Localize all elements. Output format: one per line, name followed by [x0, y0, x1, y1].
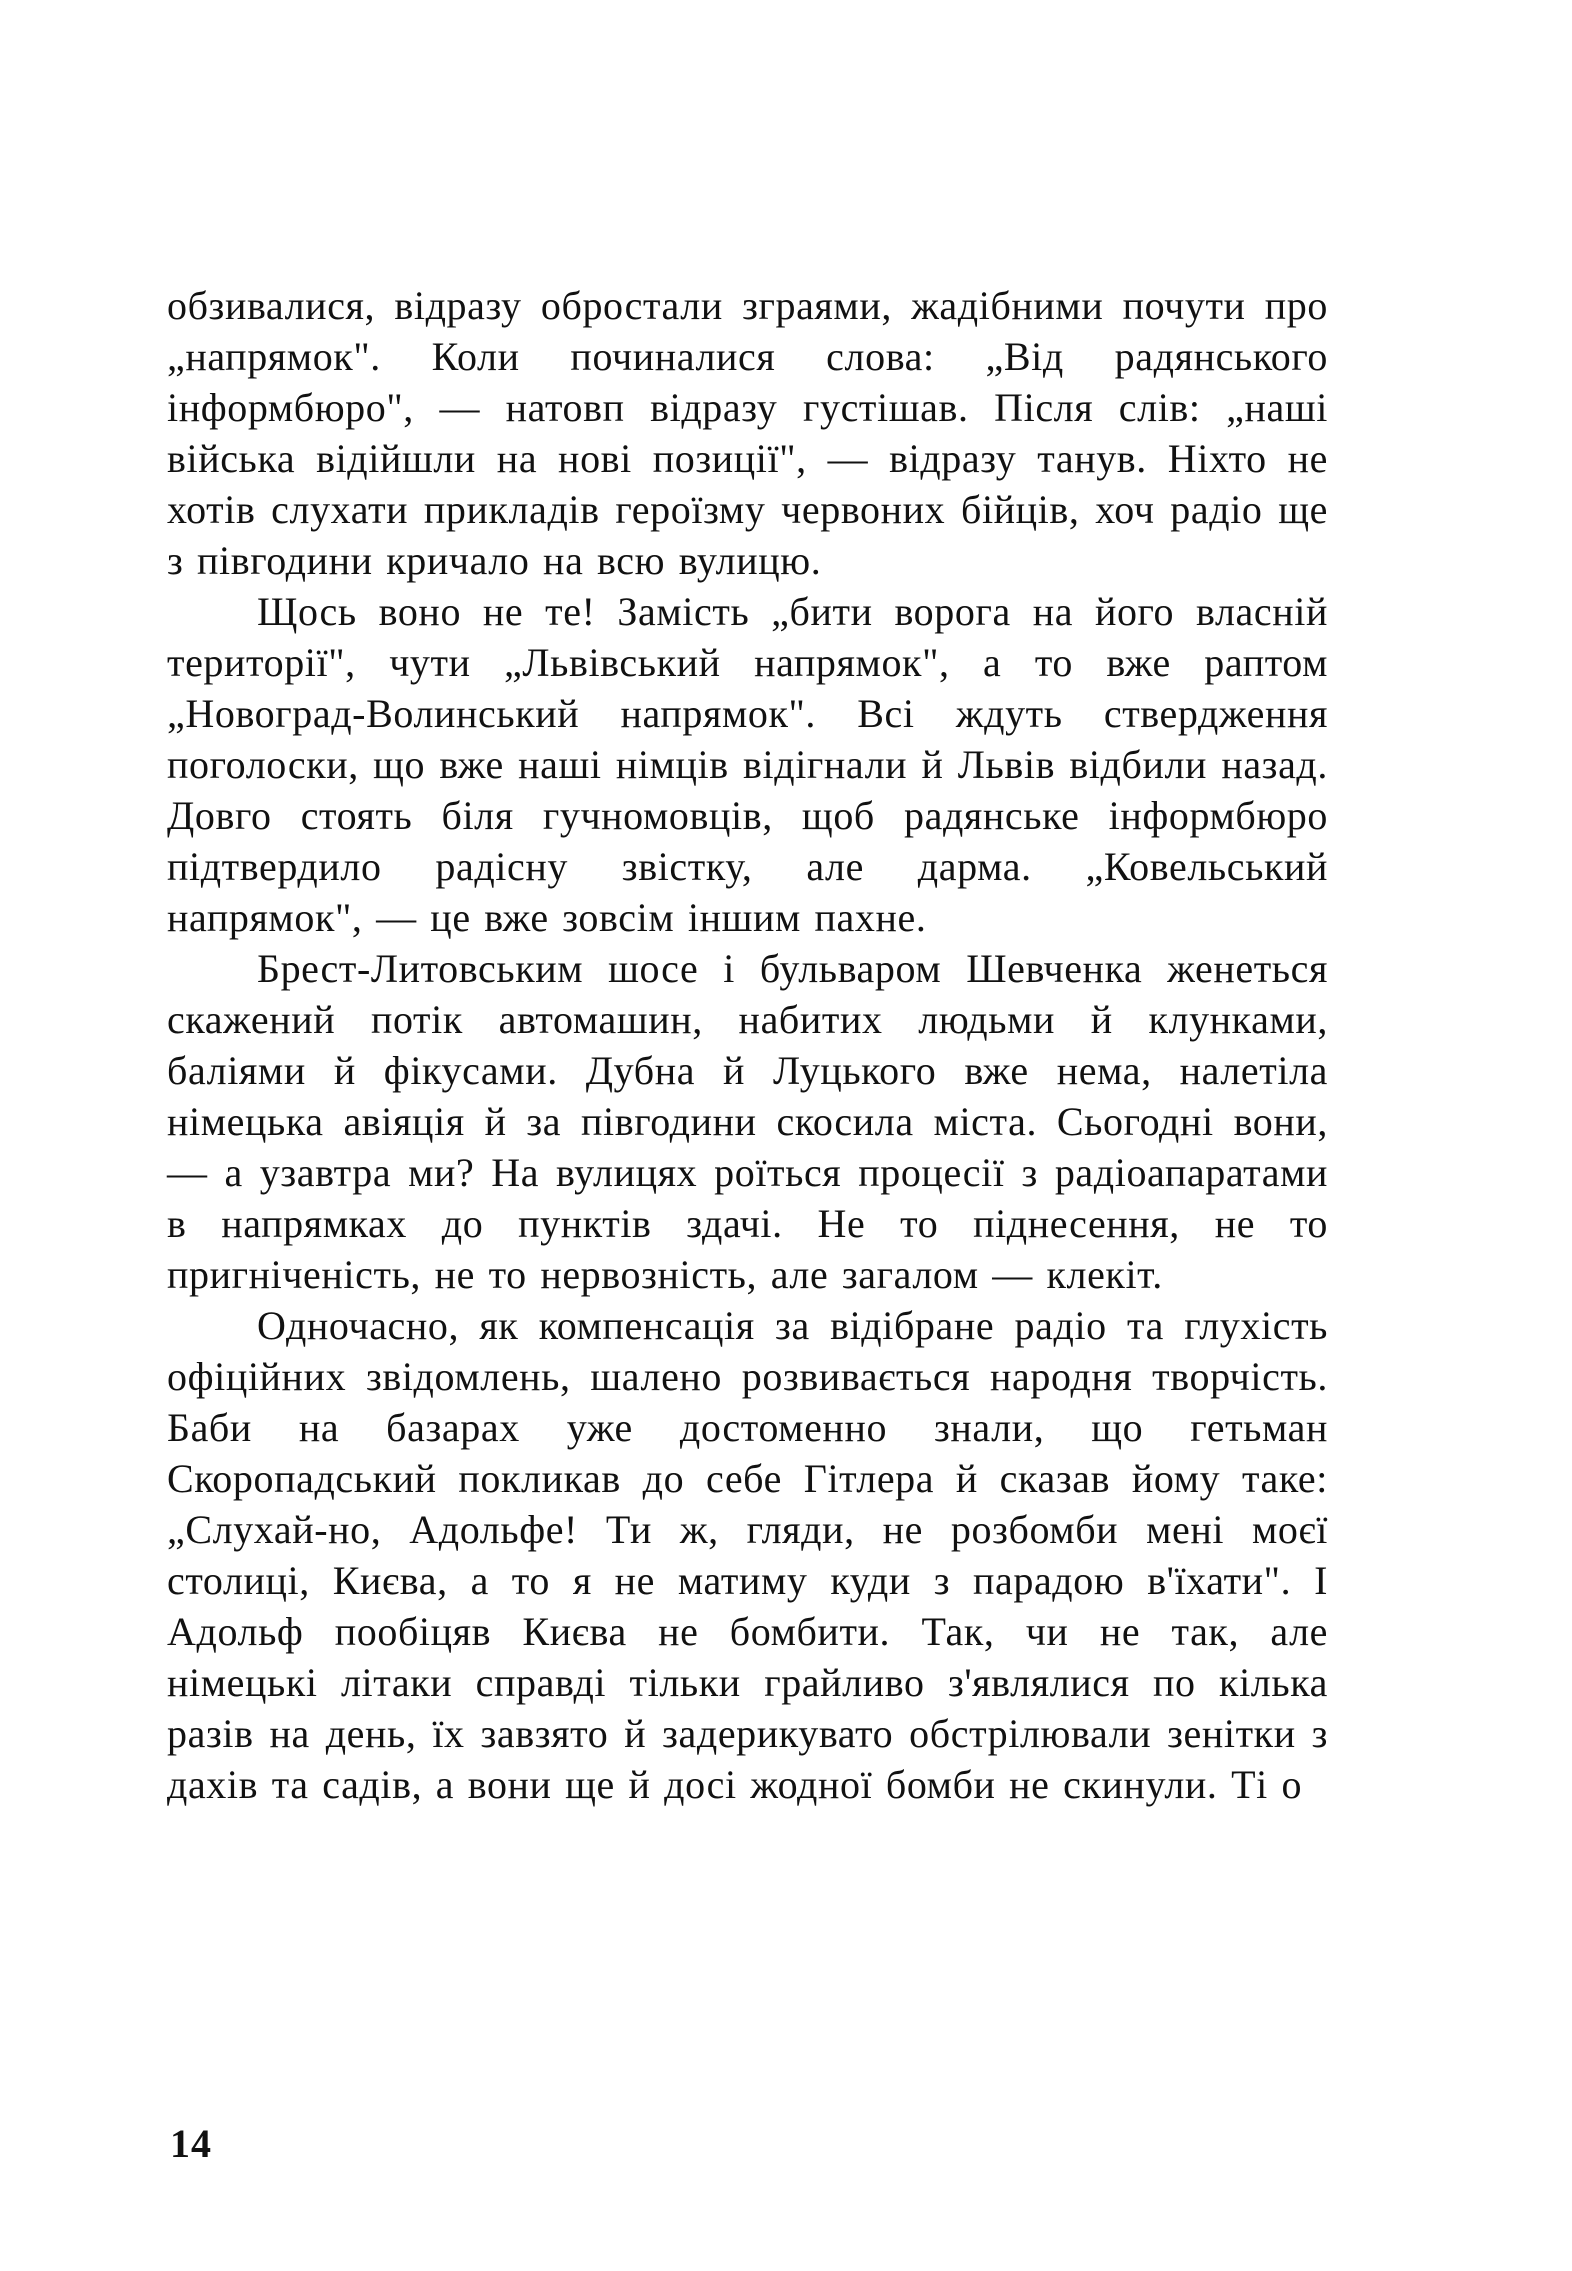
paragraph-3: Брест-Литовським шосе і бульваром Шевченка женеться скажений потік автомашин, набитих людьми й клунками, баліями й фікусами. Дубна й Луцького вже нема, налетіла німецька авіяція й за півгодини скосила міста. Сьогодні вони, — а узавтра ми? На вулицях роїться процесії з радіоапаратами в напрямках до пунктів здачі. Не то піднесення, не то пригніченість, не то нервозність, але загалом — клекіт. — [167, 946, 1328, 1297]
body-text — [167, 280, 1328, 1810]
page-number: 14 — [170, 2121, 212, 2166]
paragraph-1: обзивалися, відразу обростали зграями, жадібними почути про „напрямок". Коли починалися слова: „Від радянського інформбюро", — натовп відразу густішав. Після слів: „наші війська відійшли на нові позиції", — відразу танув. Ніхто не хотів слухати прикладів героїзму червоних бійців, хоч радіо ще з півгодини кричало на всю вулицю. — [167, 283, 1328, 583]
paragraph-4: Одночасно, як компенсація за відібране радіо та глухість офіційних звідомлень, шалено розвивається народня творчість. Баби на базарах уже достоменно знали, що гетьман Скоропадський покликав до себе Гітлера й сказав йому таке: „Слухай-но, Адольфе! Ти ж, гляди, не розбомби мені моєї столиці, Києва, а то я не матиму куди з парадою в'їхати". І Адольф пообіцяв Києва не бомбити. Так, чи не так, але німецькі літаки справді тільки грайливо з'являлися по кілька разів на день, їх завзято й задерикувато обстрілювали зенітки з дахів та садів, а вони ще й досі жодної бомби не скинули. Ті о — [167, 1303, 1328, 1807]
paragraph-2: Щось воно не те! Замість „бити ворога на його власній території", чути „Львівський напрямок", а то вже раптом „Новоград-Волинський напрямок". Всі ждуть ствердження поголоски, що вже наші німців відігнали й Львів відбили назад. Довго стоять біля гучномовців, щоб радянське інформбюро підтвердило радісну звістку, але дарма. „Ковельський напрямок", — це вже зовсім іншим пахне. — [167, 589, 1328, 940]
